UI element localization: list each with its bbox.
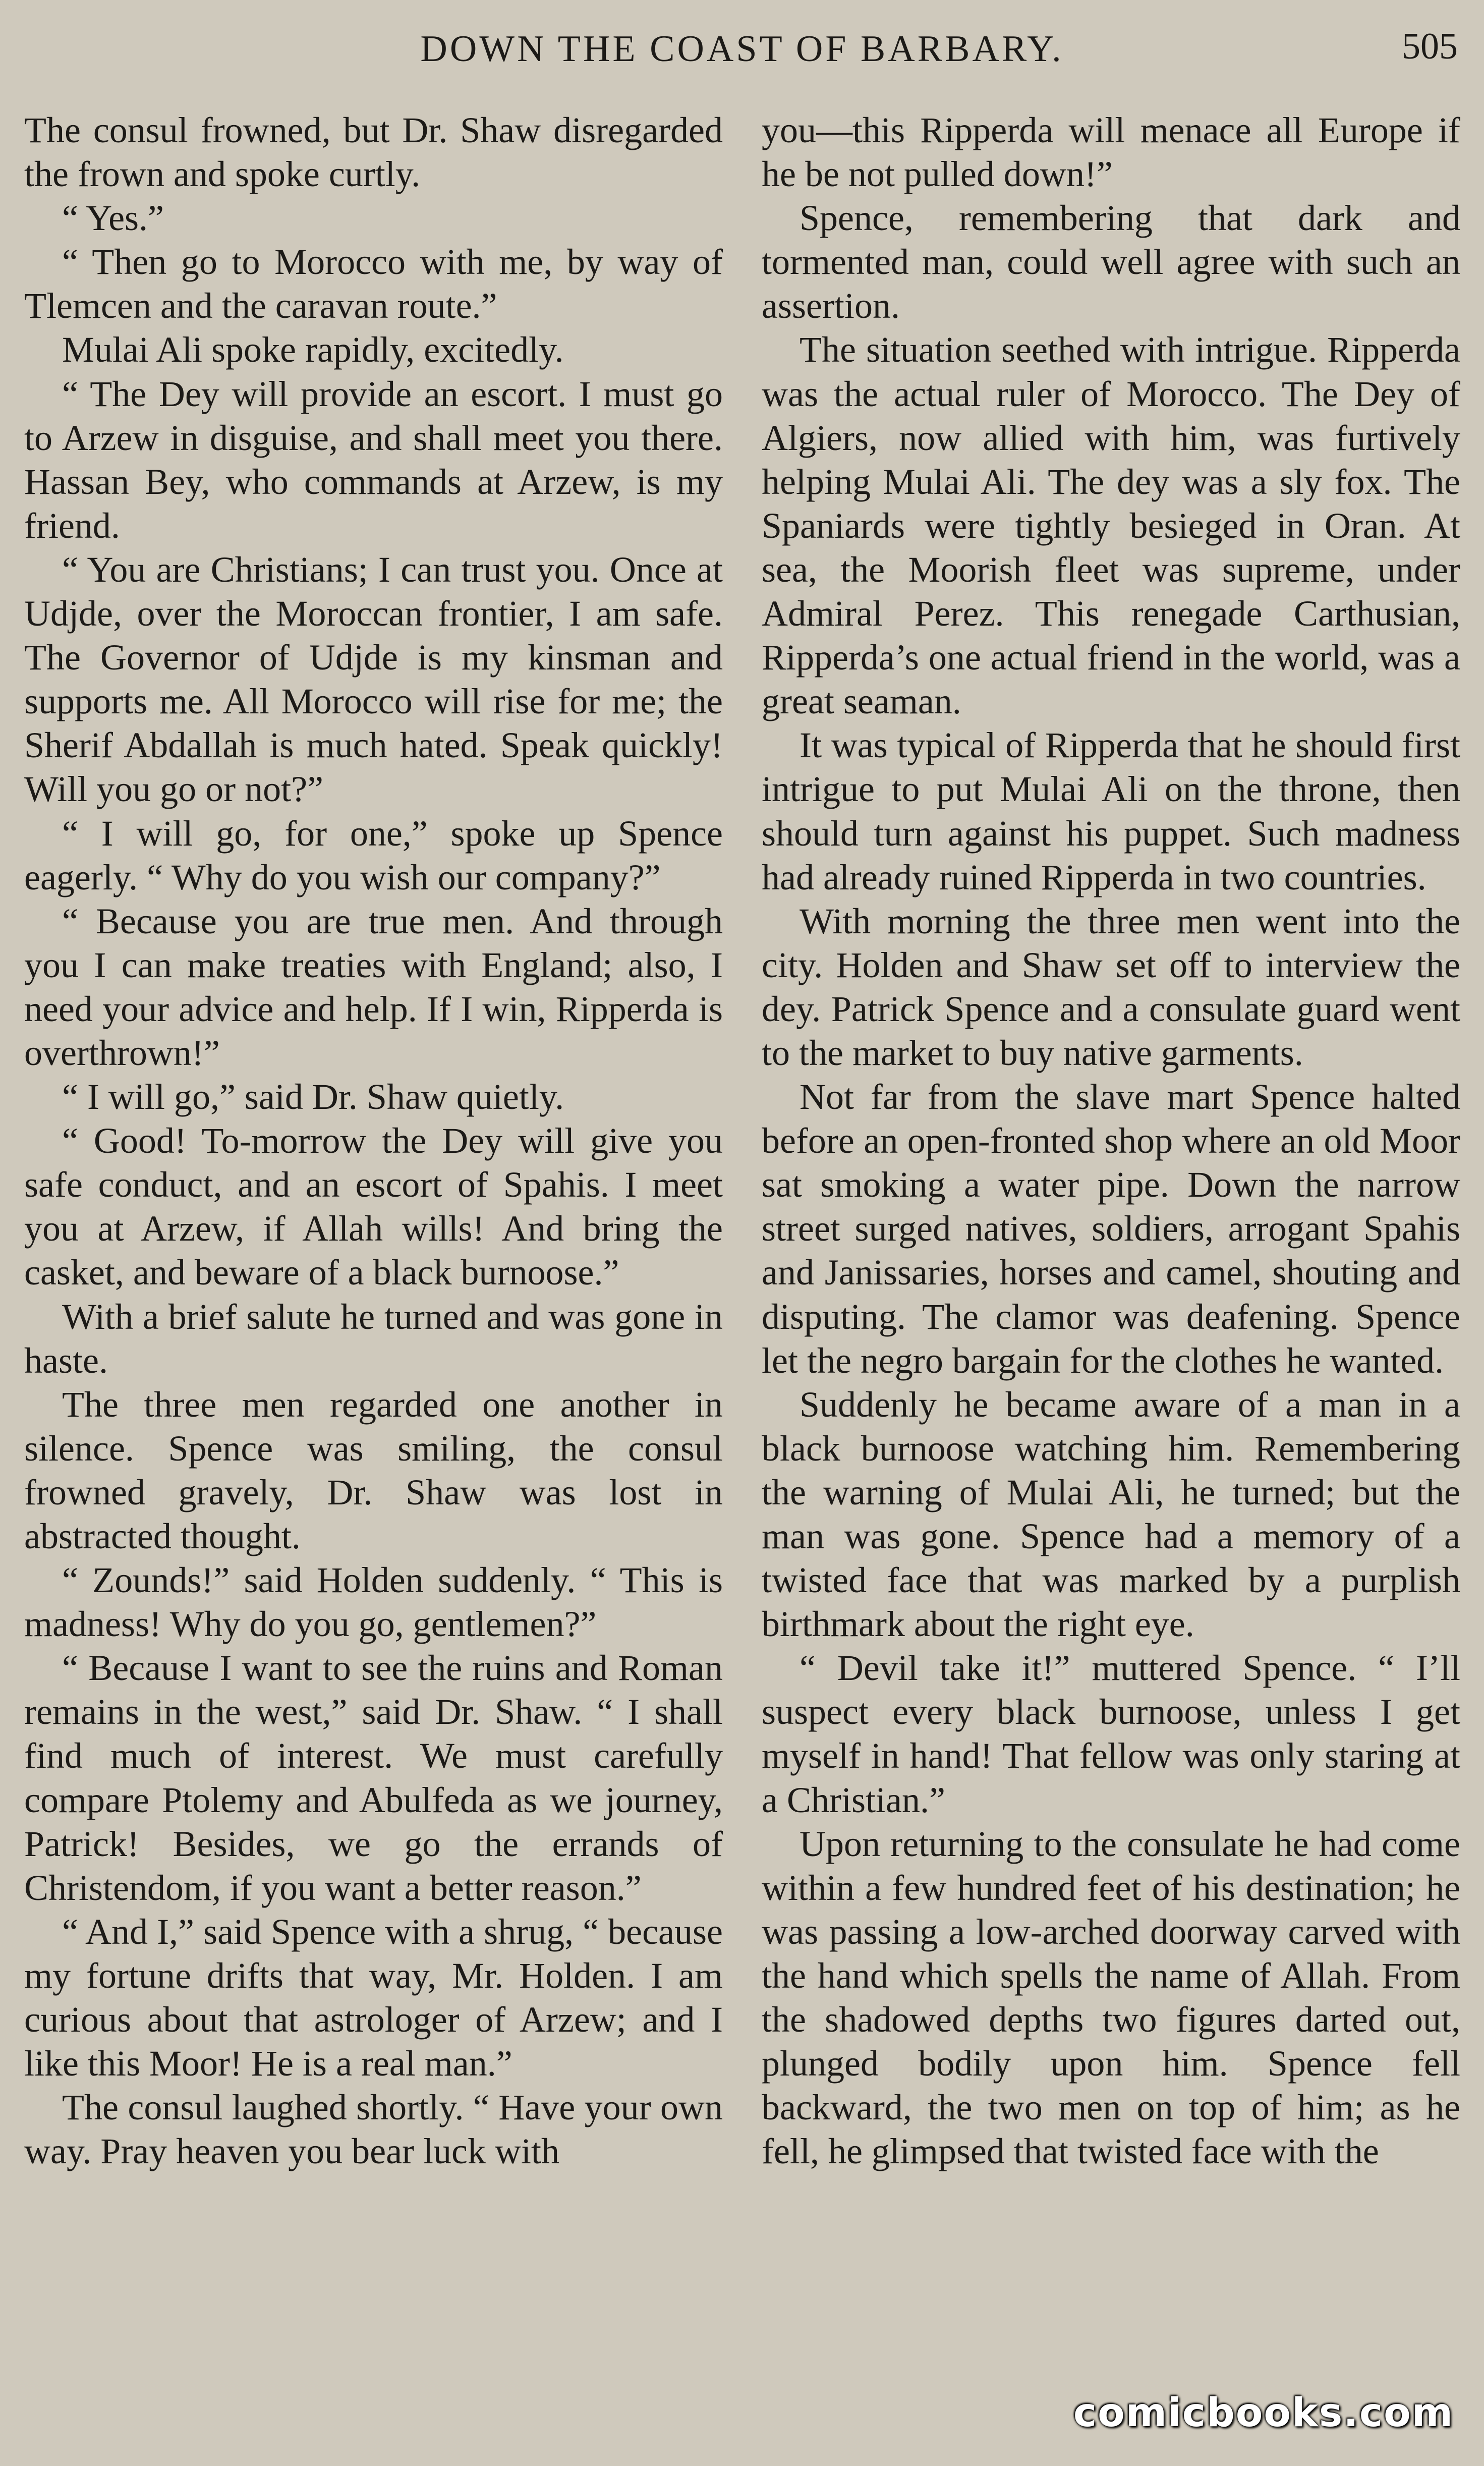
watermark: comicbooks.com [1073,2390,1454,2436]
paragraph: Spence, remembering that dark and tormented man, could well agree with such an assertion. [762,198,1460,326]
paragraph: “ Zounds!” said Holden suddenly. “ This is madness! Why do you go, gentlemen?” [24,1560,723,1645]
paragraph: With a brief salute he turned and was gone in haste. [24,1296,723,1381]
paragraph: Upon returning to the consulate he had come within a few hundred feet of his destination; he was passing a low-arched doorway carved with the hand which spells the name of Allah. From the shadowed depths two figures darted out, plunged bodily upon him. Spence fell backward, the two men on top of him; as he fell, he glimpsed that twisted face with the [762,1823,1460,2172]
paragraph: The situation seethed with intrigue. Ripperda was the actual ruler of Morocco. The Dey of Algiers, now allied with him, was furtively helping Mulai Ali. The dey was a sly fox. The Spaniards were tightly besieged in Oran. At sea, the Moorish fleet was supreme, under Admiral Perez. This renegade Carthusian, Ripperda’s one actual friend in the world, was a great seaman. [762,329,1460,722]
paragraph: Suddenly he became aware of a man in a black burnoose watching him. Remembering the warning of Mulai Ali, he turned; but the man was gone. Spence had a memory of a twisted face that was marked by a purplish birthmark about the right eye. [762,1384,1460,1645]
paragraph: “ Yes.” [62,198,164,239]
paragraph: With morning the three men went into the city. Holden and Shaw set off to interview the dey. Patrick Spence and a consulate guard went to the market to buy native garments. [762,901,1460,1073]
paragraph: Mulai Ali spoke rapidly, excitedly. [62,329,564,370]
left-column [24,108,723,2173]
paragraph: “ Because I want to see the ruins and Roman remains in the west,” said Dr. Shaw. “ I shall find much of interest. We must carefully compare Ptolemy and Abulfeda as we journey, Patrick! Besides, we go the errands of Christendom, if you want a better reason.” [24,1648,723,1908]
paragraph: “ I will go,” said Dr. Shaw quietly. [62,1077,564,1117]
paragraph: “ The Dey will provide an escort. I must go to Arzew in disguise, and shall meet you there. Hassan Bey, who commands at Arzew, is my friend. [24,373,723,546]
paragraph: “ Good! To-morrow the Dey will give you safe conduct, and an escort of Spahis. I meet you at Arzew, if Allah wills! And bring the casket, and beware of a black burnoose.” [24,1120,723,1293]
paragraph: “ And I,” said Spence with a shrug, “ because my fortune drifts that way, Mr. Holden. I am curious about that astrologer of Arzew; and I like this Moor! He is a real man.” [24,1911,723,2084]
paragraph: It was typical of Ripperda that he should first intrigue to put Mulai Ali on the throne, then should turn against his puppet. Such madness had already ruined Ripperda in two countries. [762,725,1460,898]
right-column [762,108,1460,2173]
paragraph: “ I will go, for one,” spoke up Spence eagerly. “ Why do you wish our company?” [24,813,723,898]
paragraph: “ Devil take it!” muttered Spence. “ I’ll suspect every black burnoose, unless I get myself in hand! That fellow was only staring at a Christian.” [762,1648,1460,1820]
paragraph: The consul frowned, but Dr. Shaw disregarded the frown and spoke curtly. [24,110,723,195]
paragraph: “ Then go to Morocco with me, by way of Tlemcen and the caravan route.” [24,242,723,326]
paragraph: you—this Ripperda will menace all Europe if he be not pulled down!” [762,110,1460,195]
page-number: 505 [1402,26,1458,67]
paragraph: The consul laughed shortly. “ Have your own way. Pray heaven you bear luck with [24,2087,723,2172]
paragraph: “ Because you are true men. And through you I can make treaties with England; also, I need your advice and help. If I win, Ripperda is overthrown!” [24,901,723,1073]
paragraph: The three men regarded one another in silence. Spence was smiling, the consul frowned gravely, Dr. Shaw was lost in abstracted thought. [24,1384,723,1556]
running-head: DOWN THE COAST OF BARBARY. [420,28,1064,70]
paragraph: Not far from the slave mart Spence halted before an open-fronted shop where an old Moor sat smoking a water pipe. Down the narrow street surged natives, soldiers, arrogant Spahis and Janissaries, horses and camel, shouting and disputing. The clamor was deafening. Spence let the negro bargain for the clothes he wanted. [762,1077,1460,1381]
paragraph: “ You are Christians; I can trust you. Once at Udjde, over the Moroccan frontier, I am safe. The Governor of Udjde is my kinsman and supports me. All Morocco will rise for me; the Sherif Abdallah is much hated. Speak quickly! Will you go or not?” [24,549,723,810]
